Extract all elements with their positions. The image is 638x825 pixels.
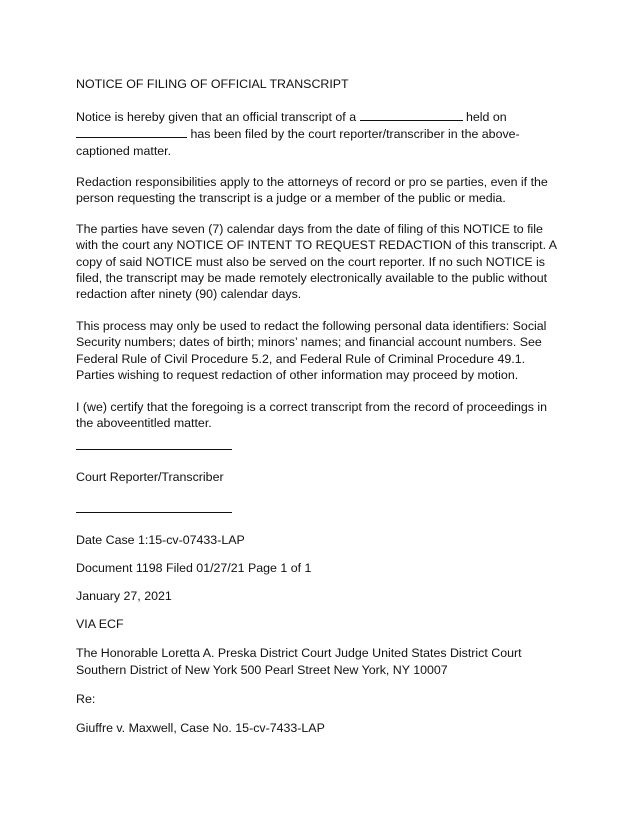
redaction-paragraph: Redaction responsibilities apply to the attorneys of record or pro se parties, even if the person requesting the transcript is a judge or a member of the public or media. xyxy=(76,174,548,206)
addressee-block: The Honorable Loretta A. Preska District Court Judge United States District Court Southern District of New York 500 Pearl Street New York, NY 10007 xyxy=(76,646,522,677)
notice-paragraph xyxy=(76,108,562,159)
document-filed-line: Document 1198 Filed 01/27/21 Page 1 of 1 xyxy=(76,560,312,575)
reporter-signature-line xyxy=(76,449,232,450)
hearing-date-blank xyxy=(76,125,187,138)
notice-text-part-3: has been filed by the court reporter/transcriber in the above-captioned matter. xyxy=(76,127,520,158)
date-case-line: Date Case 1:15-cv-07433-LAP xyxy=(76,532,245,547)
court-reporter-label: Court Reporter/Transcriber xyxy=(76,470,224,485)
transcript-type-blank xyxy=(360,108,463,121)
letter-date: January 27, 2021 xyxy=(76,589,172,604)
certification-paragraph: I (we) certify that the foregoing is a correct transcript from the record of proceedings in the aboveentitled matter. xyxy=(76,400,548,431)
notice-text-part-2: held on xyxy=(466,110,507,125)
notice-text-part-1: Notice is hereby given that an official transcript of a xyxy=(76,110,357,125)
date-signature-line xyxy=(76,512,232,513)
via-ecf-line: VIA ECF xyxy=(76,617,124,632)
re-label: Re: xyxy=(76,691,96,706)
redaction-process-paragraph: This process may only be used to redact the following personal data identifiers: Social Security numbers; dates of birth; minors’ names; and financial account numbers. See Federal Rule of Civil Procedure 5.2, and Federal Rule of Criminal Procedure 49.1. Parties wishing to request redaction of other information may proceed by motion. xyxy=(76,319,547,382)
notice-title: NOTICE OF FILING OF OFFICIAL TRANSCRIPT xyxy=(76,77,349,91)
document-body xyxy=(76,76,562,736)
case-caption: Giuffre v. Maxwell, Case No. 15-cv-7433-LAP xyxy=(76,721,325,736)
seven-days-paragraph: The parties have seven (7) calendar days from the date of filing of this NOTICE to file with the court any NOTICE OF INTENT TO REQUEST REDACTION of this transcript. A copy of said NOTICE must also be served on the court reporter. If no such NOTICE is filed, the transcript may be made remotely electronically available to the public without redaction after ninety (90) calendar days. xyxy=(76,222,557,302)
